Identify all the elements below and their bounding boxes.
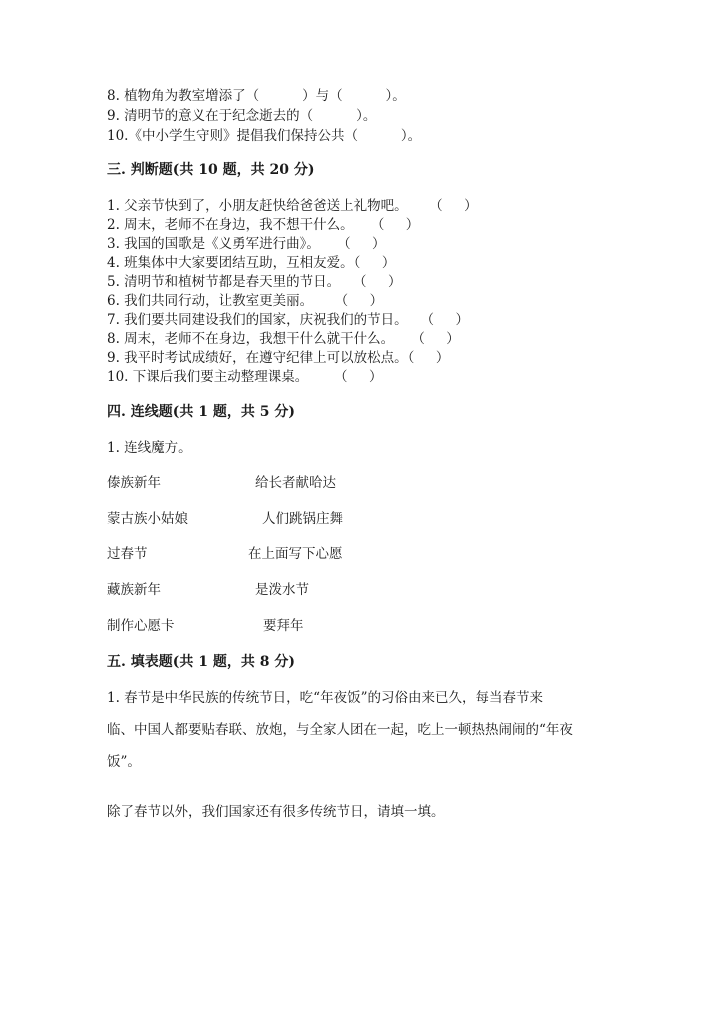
match-right-item: 是泼水节 [255,582,309,598]
judge-item: 4. 班集体中大家要团结互助，互相友爱。（ ） [107,255,396,271]
judge-item: 3. 我国的国歌是《义勇军进行曲》。 （ ） [107,236,386,252]
match-left-item: 傣族新年 [107,475,161,491]
question-text: 1. 连线魔方。 [107,440,192,456]
judge-item: 9. 我平时考试成绩好，在遵守纪律上可以放松点。（ ） [107,350,450,366]
instruction-text: 除了春节以外，我们国家还有很多传统节日，请填一填。 [107,804,445,820]
judge-item: 5. 清明节和植树节都是春天里的节日。 （ ） [107,274,402,290]
section-5-heading: 五. 填表题(共 1 题，共 8 分) [107,654,295,670]
paragraph-line: 饭”。 [107,754,141,770]
paragraph-line: 临、中国人都要贴春联、放炮，与全家人团在一起，吃上一顿热热闹闹的“年夜 [107,722,573,738]
match-right-item: 在上面写下心愿 [248,546,343,562]
match-right-item: 人们跳锅庄舞 [262,511,343,527]
section-4-heading: 四. 连线题(共 1 题，共 5 分) [107,404,295,420]
paragraph-line: 1. 春节是中华民族的传统节日，吃“年夜饭”的习俗由来已久，每当春节来 [107,690,543,706]
match-right-item: 给长者献哈达 [255,475,336,491]
match-left-item: 藏族新年 [107,582,161,598]
judge-item: 2. 周末，老师不在身边，我不想干什么。 （ ） [107,217,420,233]
judge-item: 1. 父亲节快到了，小朋友赶快给爸爸送上礼物吧。 （ ） [107,198,478,214]
fill-item-9: 9. 清明节的意义在于纪念逝去的（ ）。 [107,108,377,124]
match-right-item: 要拜年 [263,618,304,634]
match-left-item: 制作心愿卡 [107,618,175,634]
match-left-item: 过春节 [107,546,148,562]
match-left-item: 蒙古族小姑娘 [107,511,188,527]
judge-item: 6. 我们共同行动，让教室更美丽。 （ ） [107,293,384,309]
section-3-heading: 三. 判断题(共 10 题，共 20 分) [107,162,315,178]
judge-item: 7. 我们要共同建设我们的国家，庆祝我们的节日。 （ ） [107,312,470,328]
fill-item-8: 8. 植物角为教室增添了（ ）与（ ）。 [107,88,406,104]
judge-item: 10. 下课后我们要主动整理课桌。 （ ） [107,369,383,385]
judge-item: 8. 周末，老师不在身边，我想干什么就干什么。 （ ） [107,331,460,347]
fill-item-10: 10.《中小学生守则》提倡我们保持公共（ ）。 [107,128,422,144]
